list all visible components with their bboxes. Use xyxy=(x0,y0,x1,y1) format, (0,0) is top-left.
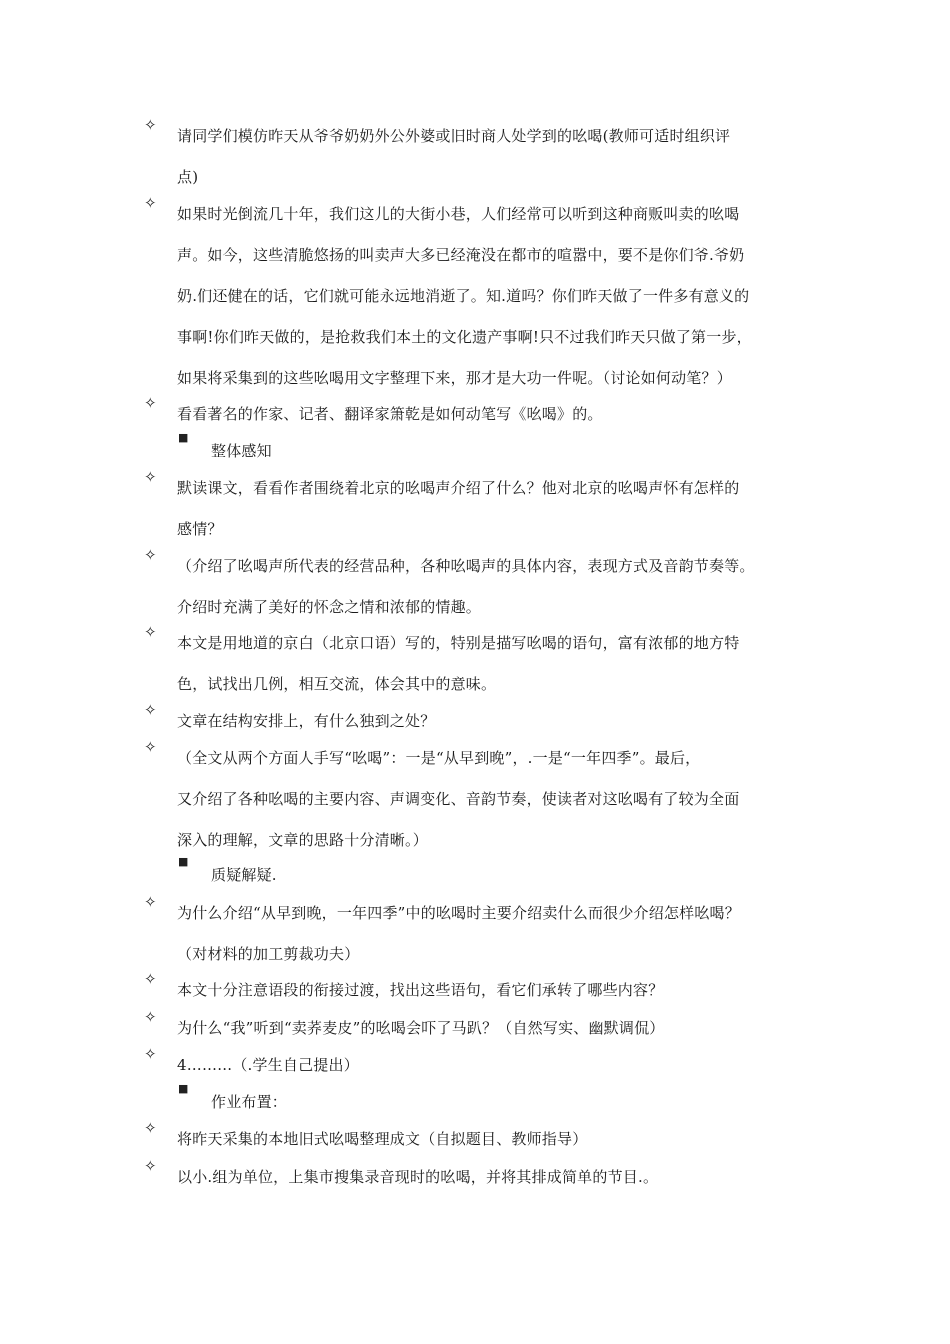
diamond-bullet-icon: ✧ xyxy=(144,1157,157,1175)
heading-text xyxy=(211,1082,861,1123)
text-line: 默读课文，看看作者围绕着北京的吆喝声介绍了什么？他对北京的吆喝声怀有怎样的 xyxy=(177,479,740,497)
text-line: 奶.们还健在的话，它们就可能永远地消逝了。知.道吗？你们昨天做了一件多有意义的 xyxy=(177,287,750,305)
diamond-bullet-icon: ✧ xyxy=(144,738,157,756)
paragraph xyxy=(177,1045,827,1086)
text-line: （对材料的加工剪裁功夫） xyxy=(177,945,360,963)
text-line: 如果将采集到的这些吆喝用文字整理下来，那才是大功一件呢。（讨论如何动笔？） xyxy=(177,369,732,387)
text-line: 本文十分注意语段的衔接过渡，找出这些语句，看它们承转了哪些内容？ xyxy=(177,981,664,999)
text-line: 事啊!你们昨天做的，是抢救我们本土的文化遗产事啊!只不过我们昨天只做了第一步， xyxy=(177,328,752,346)
diamond-bullet-icon: ✧ xyxy=(144,701,157,719)
paragraph xyxy=(177,1119,827,1160)
paragraph xyxy=(177,546,827,628)
text-line: 看看著名的作家、记者、翻译家箫乾是如何动笔写《吆喝》的。 xyxy=(177,405,603,423)
text-line: 文章在结构安排上，有什么独到之处？ xyxy=(177,712,436,730)
text-line: 请同学们模仿昨天从爷爷奶奶外公外婆或旧时商人处学到的吆喝(教师可适时组织评 xyxy=(177,127,731,145)
text-line: 感情？ xyxy=(177,520,223,538)
text-line: 深入的理解，文章的思路十分清晰。） xyxy=(177,831,428,849)
diamond-bullet-icon: ✧ xyxy=(144,394,157,412)
text-line: 整体感知 xyxy=(211,442,272,460)
text-line: 介绍时充满了美好的怀念之情和浓郁的情趣。 xyxy=(177,598,482,616)
text-line: 4………（.学生自己提出） xyxy=(177,1056,359,1074)
text-line: 本文是用地道的京白（北京口语）写的，特别是描写吆喝的语句，富有浓郁的地方特 xyxy=(177,634,740,652)
text-line: 将昨天采集的本地旧式吆喝整理成文（自拟题目、教师指导） xyxy=(177,1130,588,1148)
text-line: 质疑解疑. xyxy=(211,866,277,884)
diamond-bullet-icon: ✧ xyxy=(144,468,157,486)
diamond-bullet-icon: ✧ xyxy=(144,1119,157,1137)
diamond-bullet-icon: ✧ xyxy=(144,1008,157,1026)
text-line: （全文从两个方面人手写“吆喝”：一是“从早到晚”，.一是“一年四季”。最后， xyxy=(177,749,701,767)
diamond-bullet-icon: ✧ xyxy=(144,970,157,988)
text-line: 为什么介绍“从早到晚，一年四季”中的吆喝时主要介绍卖什么而很少介绍怎样吆喝？ xyxy=(177,904,740,922)
text-line: 点) xyxy=(177,168,199,186)
diamond-bullet-icon: ✧ xyxy=(144,623,157,641)
text-line: 为什么“我”听到“卖荞麦皮”的吆喝会吓了马趴？（自然写实、幽默调侃） xyxy=(177,1019,665,1037)
paragraph xyxy=(177,970,827,1011)
diamond-bullet-icon: ✧ xyxy=(144,194,157,212)
text-line: 如果时光倒流几十年，我们这儿的大街小巷，人们经常可以听到这种商贩叫卖的吆喝 xyxy=(177,205,740,223)
text-line: 声。如今，这些清脆悠扬的叫卖声大多已经淹没在都市的喧嚣中，要不是你们爷.爷奶 xyxy=(177,246,745,264)
heading-text xyxy=(211,855,861,896)
paragraph xyxy=(177,893,827,975)
text-line: 色，试找出几例，相互交流，体会其中的意味。 xyxy=(177,675,497,693)
square-bullet-icon: ■ xyxy=(178,1082,189,1095)
square-bullet-icon: ■ xyxy=(178,855,189,868)
paragraph xyxy=(177,1008,827,1049)
text-line: 以小.组为单位，上集市搜集录音现时的吆喝，并将其排成简单的节目.。 xyxy=(177,1168,659,1186)
paragraph xyxy=(177,1157,827,1198)
paragraph xyxy=(177,738,827,861)
paragraph xyxy=(177,194,827,399)
paragraph xyxy=(177,701,827,742)
paragraph xyxy=(177,116,827,198)
diamond-bullet-icon: ✧ xyxy=(144,1045,157,1063)
diamond-bullet-icon: ✧ xyxy=(144,546,157,564)
heading-text xyxy=(211,431,861,472)
text-line: 作业布置： xyxy=(211,1093,288,1111)
paragraph xyxy=(177,394,827,435)
paragraph xyxy=(177,623,827,705)
square-bullet-icon: ■ xyxy=(178,431,189,444)
text-line: 又介绍了各种吆喝的主要内容、声调变化、音韵节奏，使读者对这吆喝有了较为全面 xyxy=(177,790,740,808)
diamond-bullet-icon: ✧ xyxy=(144,116,157,134)
text-line: （介绍了吆喝声所代表的经营品种，各种吆喝声的具体内容，表现方式及音韵节奏等。 xyxy=(177,557,755,575)
diamond-bullet-icon: ✧ xyxy=(144,893,157,911)
paragraph xyxy=(177,468,827,550)
